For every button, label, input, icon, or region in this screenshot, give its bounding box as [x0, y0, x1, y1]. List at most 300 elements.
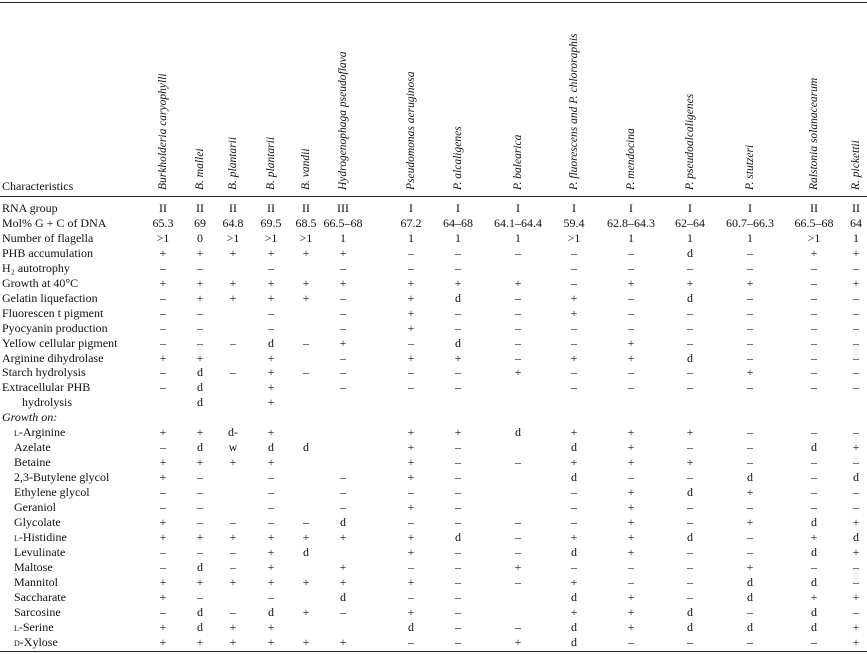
table-cell: – — [811, 500, 817, 514]
table-cell: – — [160, 485, 166, 500]
table-cell: + — [229, 619, 237, 634]
row-label: RNA group — [2, 201, 58, 215]
table-cell: – — [408, 589, 414, 604]
table-cell: – — [628, 559, 634, 574]
table-cell: + — [407, 470, 415, 485]
table-cell: + — [407, 320, 415, 335]
table-cell: – — [160, 604, 166, 619]
table-cell: – — [455, 260, 461, 275]
table-cell: + — [267, 529, 275, 544]
row-label: Gelatin liquefaction — [2, 290, 98, 305]
table-cell: d — [571, 544, 577, 559]
table-cell: + — [570, 574, 578, 589]
table-cell: – — [515, 514, 521, 529]
table-cell: + — [407, 544, 415, 559]
table-cell: 60.7–66.3 — [726, 215, 774, 230]
table-cell: d — [197, 395, 203, 410]
table-cell: d — [303, 440, 309, 455]
row-label — [14, 425, 65, 439]
table-cell: II — [302, 201, 310, 215]
table-cell: d — [853, 529, 859, 544]
row-label: Azelate — [14, 440, 51, 455]
table-cell: d — [747, 619, 753, 634]
table-cell: d — [515, 425, 521, 440]
column-header-2: B. plantarii — [227, 136, 239, 190]
table-cell: – — [455, 634, 461, 649]
table-cell: 1 — [687, 230, 693, 245]
table-cell: d — [571, 634, 577, 649]
table-cell: – — [747, 425, 753, 440]
table-cell: 1 — [853, 230, 859, 245]
table-cell: – — [340, 485, 346, 500]
table-cell: + — [852, 544, 860, 559]
table-cell: – — [853, 500, 859, 514]
table-cell: – — [853, 380, 859, 395]
table-cell: – — [455, 455, 461, 470]
table-cell: – — [160, 500, 166, 514]
table-cell: + — [514, 634, 522, 649]
table-cell: – — [268, 500, 274, 514]
table-cell: – — [160, 544, 166, 559]
table-cell: – — [230, 365, 236, 380]
table-cell: d — [571, 619, 577, 634]
table-cell: II — [196, 201, 204, 215]
table-cell: + — [686, 425, 694, 440]
table-cell: d — [268, 335, 274, 350]
table-cell: – — [455, 380, 461, 395]
table-cell: d — [408, 619, 414, 634]
table-cell: – — [160, 559, 166, 574]
row-label — [14, 620, 54, 634]
table-cell: + — [302, 275, 310, 290]
table-cell: d — [303, 544, 309, 559]
table-cell: – — [340, 350, 346, 365]
column-header-5: Hydrogenophaga pseudoflava — [337, 51, 349, 190]
table-cell: – — [747, 500, 753, 514]
table-cell: + — [746, 559, 754, 574]
row-label: Pyocyanin production — [2, 320, 108, 335]
table-cell: I — [409, 201, 413, 215]
table-cell: d — [268, 604, 274, 619]
table-cell: – — [303, 365, 309, 380]
table-cell: – — [571, 320, 577, 335]
table-cell: + — [196, 455, 204, 470]
table-cell: – — [747, 440, 753, 455]
table-cell: – — [408, 245, 414, 260]
table-cell: + — [302, 529, 310, 544]
table-cell: – — [160, 305, 166, 320]
table-cell: + — [627, 500, 635, 514]
table-cell: + — [159, 350, 167, 365]
table-cell: – — [747, 290, 753, 305]
table-cell: – — [197, 470, 203, 485]
table-cell: – — [515, 320, 521, 335]
table-cell: – — [340, 305, 346, 320]
table-cell: 69 — [194, 215, 206, 230]
table-cell: >1 — [567, 230, 581, 245]
table-cell: + — [267, 245, 275, 260]
table-cell: + — [570, 425, 578, 440]
label-rest: -Histidine — [18, 529, 67, 544]
table-cell: – — [340, 604, 346, 619]
column-header-14: R. pickettii — [850, 140, 862, 190]
table-cell: d — [811, 574, 817, 589]
table-cell: I — [629, 201, 633, 215]
table-cell: – — [268, 305, 274, 320]
table-cell: – — [268, 470, 274, 485]
table-cell: w — [228, 440, 238, 455]
table-cell: + — [302, 604, 310, 619]
row-label: Ethylene glycol — [14, 485, 90, 500]
table-cell: d — [197, 440, 203, 455]
table-cell: – — [515, 574, 521, 589]
table-cell: d — [687, 529, 693, 544]
table-cell: d — [197, 619, 203, 634]
table-cell: + — [454, 275, 462, 290]
table-cell: + — [514, 275, 522, 290]
table-cell: + — [229, 290, 237, 305]
table-cell: + — [627, 335, 635, 350]
table-cell: – — [515, 350, 521, 365]
table-cell: – — [747, 350, 753, 365]
row-label: Fluorescen t pigment — [2, 305, 104, 320]
table-cell: + — [686, 275, 694, 290]
column-header-7: P. alcaligenes — [452, 126, 464, 190]
table-cell: + — [267, 290, 275, 305]
row-label: hydrolysis — [22, 395, 73, 410]
row-label: Levulinate — [14, 544, 66, 559]
table-cell: + — [852, 619, 860, 634]
table-cell: + — [229, 574, 237, 589]
table-cell: – — [853, 320, 859, 335]
table-cell: – — [268, 514, 274, 529]
table-cell: + — [196, 634, 204, 649]
table-cell: – — [853, 574, 859, 589]
table-cell: + — [627, 589, 635, 604]
table-cell: + — [407, 425, 415, 440]
table-cell: – — [811, 559, 817, 574]
table-cell: 64–68 — [443, 215, 473, 230]
table-cell: – — [747, 320, 753, 335]
table-cell: – — [160, 335, 166, 350]
table-cell: – — [687, 514, 693, 529]
table-cell: – — [687, 260, 693, 275]
row-label: Growth on: — [2, 410, 58, 425]
table-cell: – — [811, 380, 817, 395]
table-cell: – — [687, 574, 693, 589]
table-cell: + — [852, 440, 860, 455]
table-cell: – — [853, 290, 859, 305]
table-cell: + — [159, 425, 167, 440]
table-cell: – — [853, 485, 859, 500]
table-cell: – — [628, 365, 634, 380]
table-cell: II — [810, 201, 818, 215]
table-cell: – — [408, 380, 414, 395]
table-cell: – — [455, 320, 461, 335]
table-cell: – — [853, 455, 859, 470]
table-cell: d — [687, 350, 693, 365]
table-cell: – — [811, 260, 817, 275]
table-cell: – — [408, 559, 414, 574]
table-cell: + — [159, 275, 167, 290]
table-cell: – — [515, 290, 521, 305]
table-cell: + — [407, 305, 415, 320]
table-cell: 66.5–68 — [794, 215, 834, 230]
table-cell: – — [197, 544, 203, 559]
table-cell: – — [628, 305, 634, 320]
table-cell: – — [340, 290, 346, 305]
row-label: Sarcosine — [14, 604, 61, 619]
table-cell: d — [197, 380, 203, 395]
table-cell: – — [160, 440, 166, 455]
table-cell: I — [688, 201, 692, 215]
table-cell: 1 — [340, 230, 346, 245]
characteristics-header: Characteristics — [2, 179, 74, 193]
table-cell: + — [627, 485, 635, 500]
table-cell: – — [811, 320, 817, 335]
table-cell: + — [267, 350, 275, 365]
table-cell: + — [454, 425, 462, 440]
small-caps-prefix: l — [14, 425, 19, 440]
table-cell: + — [267, 425, 275, 440]
table-cell: – — [230, 544, 236, 559]
table-cell: + — [229, 529, 237, 544]
table-cell: d — [687, 245, 693, 260]
table-cell: – — [197, 320, 203, 335]
row-label: Yellow cellular pigment — [2, 335, 118, 350]
table-cell: II — [229, 201, 237, 215]
table-cell: – — [628, 260, 634, 275]
table-cell: 66.5–68 — [323, 215, 363, 230]
table-cell: – — [811, 470, 817, 485]
table-cell: 1 — [408, 230, 414, 245]
table-cell: 67.2 — [400, 215, 422, 230]
table-cell: – — [811, 290, 817, 305]
table-cell: + — [159, 470, 167, 485]
table-cell: d — [687, 485, 693, 500]
table-cell: – — [340, 320, 346, 335]
table-cell: – — [747, 634, 753, 649]
table-cell: + — [852, 589, 860, 604]
small-caps-prefix: l — [14, 529, 19, 544]
table-cell: – — [687, 589, 693, 604]
table-cell: – — [687, 544, 693, 559]
table-cell: d — [811, 619, 817, 634]
table-cell: I — [516, 201, 520, 215]
table-cell: I — [456, 201, 460, 215]
table-cell: d — [340, 514, 346, 529]
table-cell: – — [628, 290, 634, 305]
table-cell: 64.1–64.4 — [494, 215, 542, 230]
table-cell: – — [853, 425, 859, 440]
table-cell: d — [197, 604, 203, 619]
table-cell: + — [196, 425, 204, 440]
table-cell: – — [811, 305, 817, 320]
table-cell: + — [302, 290, 310, 305]
label-rest: -Xylose — [19, 634, 58, 649]
table-cell: – — [687, 380, 693, 395]
table-cell: – — [811, 335, 817, 350]
row-label: Saccharate — [14, 589, 66, 604]
column-header-10: P. mendocina — [625, 128, 637, 190]
table-cell: + — [407, 350, 415, 365]
table-cell: – — [687, 559, 693, 574]
table-cell: – — [455, 500, 461, 514]
table-cell: – — [687, 440, 693, 455]
table-cell: d — [687, 619, 693, 634]
table-cell: + — [159, 634, 167, 649]
table-cell: – — [160, 320, 166, 335]
table-cell: + — [196, 275, 204, 290]
table-cell: 0 — [197, 230, 203, 245]
table-cell: + — [686, 455, 694, 470]
table-cell: + — [267, 619, 275, 634]
table-cell: – — [340, 260, 346, 275]
top-rule — [0, 2, 867, 3]
table-cell: I — [748, 201, 752, 215]
table-cell: – — [455, 440, 461, 455]
table-cell: – — [455, 470, 461, 485]
table-cell: – — [853, 604, 859, 619]
row-label: Mol% G + C of DNA — [2, 215, 107, 230]
table-cell: + — [514, 559, 522, 574]
table-cell: + — [339, 574, 347, 589]
table-cell: 62.8–64.3 — [607, 215, 655, 230]
table-cell: + — [746, 485, 754, 500]
table-cell: + — [267, 365, 275, 380]
table-cell: + — [159, 245, 167, 260]
table-cell: – — [811, 634, 817, 649]
row-label: H₂ autotrophy — [2, 260, 70, 275]
table-cell: 1 — [515, 230, 521, 245]
table-cell: – — [571, 485, 577, 500]
table-cell: d — [747, 574, 753, 589]
table-cell: – — [811, 425, 817, 440]
row-label: Number of flagella — [2, 230, 94, 245]
table-cell: – — [197, 514, 203, 529]
table-cell: + — [229, 634, 237, 649]
table-cell: – — [408, 335, 414, 350]
table-cell: – — [628, 574, 634, 589]
table-cell: + — [267, 544, 275, 559]
table-cell: + — [339, 275, 347, 290]
table-cell: + — [746, 514, 754, 529]
table-cell: – — [571, 514, 577, 529]
table-cell: – — [747, 335, 753, 350]
row-label: Starch hydrolysis — [2, 365, 86, 380]
table-cell: + — [627, 275, 635, 290]
table-cell: 1 — [455, 230, 461, 245]
table-cell: II — [852, 201, 860, 215]
table-cell: – — [455, 365, 461, 380]
table-cell: 59.4 — [563, 215, 585, 230]
table-cell: 69.5 — [260, 215, 282, 230]
table-cell: + — [852, 514, 860, 529]
table-cell: – — [628, 470, 634, 485]
table-cell: + — [267, 455, 275, 470]
table-cell: d — [268, 440, 274, 455]
table-cell: – — [230, 335, 236, 350]
table-cell: + — [627, 425, 635, 440]
table-cell: – — [811, 275, 817, 290]
table-cell: – — [571, 335, 577, 350]
table-cell: – — [340, 470, 346, 485]
table-cell: – — [455, 305, 461, 320]
column-header-8: P. balearica — [512, 134, 524, 190]
table-cell: – — [747, 455, 753, 470]
table-cell: – — [515, 544, 521, 559]
table-cell: – — [687, 305, 693, 320]
table-cell: d — [853, 470, 859, 485]
table-cell: + — [570, 529, 578, 544]
table-cell: – — [571, 365, 577, 380]
table-cell: + — [570, 290, 578, 305]
table-cell: + — [407, 529, 415, 544]
table-cell: 62–64 — [675, 215, 705, 230]
table-cell: d — [811, 604, 817, 619]
table-cell: >1 — [807, 230, 821, 245]
label-rest: -Arginine — [18, 425, 66, 440]
table-cell: – — [268, 485, 274, 500]
table-cell: – — [687, 320, 693, 335]
table-cell: – — [515, 335, 521, 350]
row-label: Growth at 40°C — [2, 275, 79, 290]
table-cell: d — [340, 589, 346, 604]
table-cell: + — [810, 589, 818, 604]
table-cell: – — [455, 619, 461, 634]
table-cell: – — [853, 335, 859, 350]
table-cell: – — [455, 485, 461, 500]
table-cell: + — [267, 634, 275, 649]
table-cell: + — [407, 500, 415, 514]
table-cell: – — [197, 335, 203, 350]
table-cell: + — [407, 455, 415, 470]
table-cell: >1 — [156, 230, 170, 245]
table-cell: + — [627, 514, 635, 529]
table-cell: + — [627, 619, 635, 634]
table-cell: + — [627, 529, 635, 544]
table-cell: + — [302, 574, 310, 589]
table-cell: + — [339, 335, 347, 350]
table-cell: 1 — [747, 230, 753, 245]
table-cell: – — [747, 380, 753, 395]
table-cell: – — [628, 245, 634, 260]
table-cell: 68.5 — [295, 215, 317, 230]
table-cell: – — [197, 485, 203, 500]
table-cell: – — [747, 529, 753, 544]
table-cell: – — [811, 350, 817, 365]
table-cell: – — [268, 589, 274, 604]
table-cell: + — [746, 275, 754, 290]
table-cell: d — [455, 290, 461, 305]
table-cell: – — [303, 514, 309, 529]
table-cell: + — [454, 350, 462, 365]
table-cell: + — [339, 559, 347, 574]
table-cell: + — [196, 245, 204, 260]
table-cell: + — [229, 275, 237, 290]
table-cell: >1 — [226, 230, 240, 245]
table-cell: + — [302, 634, 310, 649]
table-cell: – — [197, 589, 203, 604]
table-cell: – — [515, 245, 521, 260]
table-cell: – — [340, 365, 346, 380]
table-cell: + — [267, 395, 275, 410]
table-cell: d — [455, 529, 461, 544]
table-cell: – — [160, 380, 166, 395]
column-header-6: Pseudomonas aeruginosa — [405, 71, 417, 190]
table-cell: + — [159, 514, 167, 529]
table-cell: – — [853, 559, 859, 574]
